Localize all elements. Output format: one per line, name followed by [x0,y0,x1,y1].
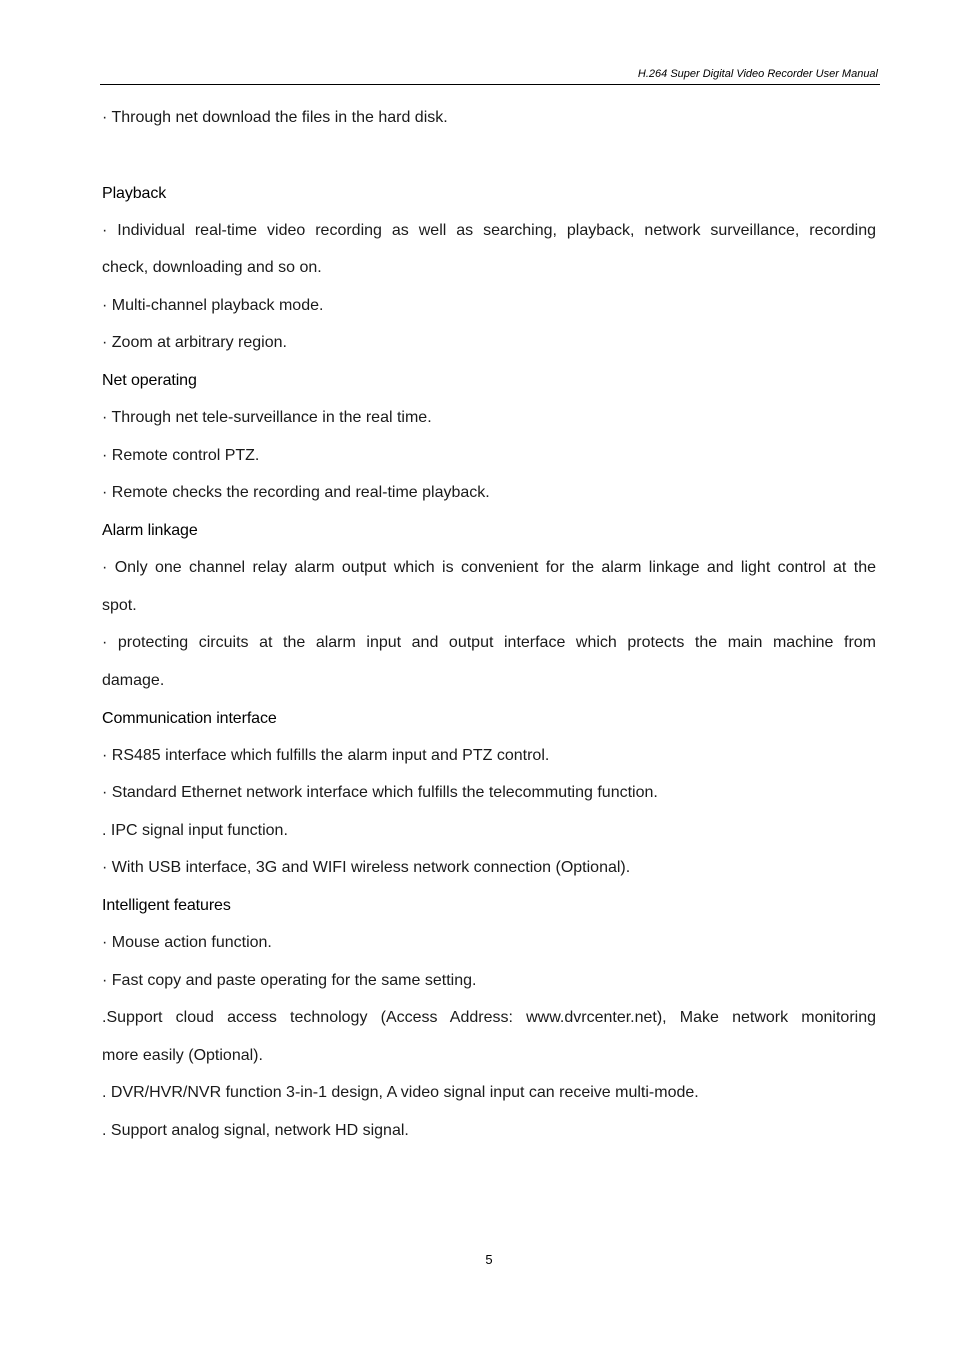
playback-line: · Individual real-time video recording as well as searching, playback, network surveillance, recording [102,222,876,239]
alarm-linkage-line: spot. [102,597,137,614]
intelligent-features-line: more easily (Optional). [102,1047,263,1064]
playback-line: check, downloading and so on. [102,259,322,276]
intelligent-features-line: · Fast copy and paste operating for the same setting. [102,972,477,989]
section-heading-alarm-linkage: Alarm linkage [102,522,198,539]
section-heading-communication-interface: Communication interface [102,710,277,727]
alarm-linkage-line: · protecting circuits at the alarm input and output interface which protects the main machine from [102,634,876,651]
net-operating-line: · Remote control PTZ. [102,447,260,464]
playback-line: · Multi-channel playback mode. [102,297,324,314]
section-heading-net-operating: Net operating [102,372,197,389]
communication-line: . IPC signal input function. [102,822,288,839]
communication-line: · Standard Ethernet network interface which fulfills the telecommuting function. [102,784,658,801]
section-heading-intelligent-features: Intelligent features [102,897,231,914]
section-heading-playback: Playback [102,185,167,202]
net-operating-line: · Through net tele-surveillance in the real time. [102,409,432,426]
alarm-linkage-line: · Only one channel relay alarm output which is convenient for the alarm linkage and light control at the [102,559,876,576]
page-number: 5 [485,1252,493,1267]
intelligent-features-line: · Mouse action function. [102,934,272,951]
intelligent-features-line: . Support analog signal, network HD signal. [102,1122,409,1139]
alarm-linkage-line: damage. [102,672,165,689]
communication-line: · RS485 interface which fulfills the alarm input and PTZ control. [102,747,550,764]
intelligent-features-line: . DVR/HVR/NVR function 3-in-1 design, A video signal input can receive multi-mode. [102,1084,699,1101]
page-header [100,66,880,85]
communication-line: · With USB interface, 3G and WIFI wireless network connection (Optional). [102,859,631,876]
intelligent-features-line: .Support cloud access technology (Access Address: www.dvrcenter.net), Make network monitoring [102,1009,876,1026]
intro-line: · Through net download the files in the hard disk. [102,109,448,126]
net-operating-line: · Remote checks the recording and real-time playback. [102,484,490,501]
manual-title: H.264 Super Digital Video Recorder User Manual [637,68,878,80]
playback-line: · Zoom at arbitrary region. [102,334,287,351]
